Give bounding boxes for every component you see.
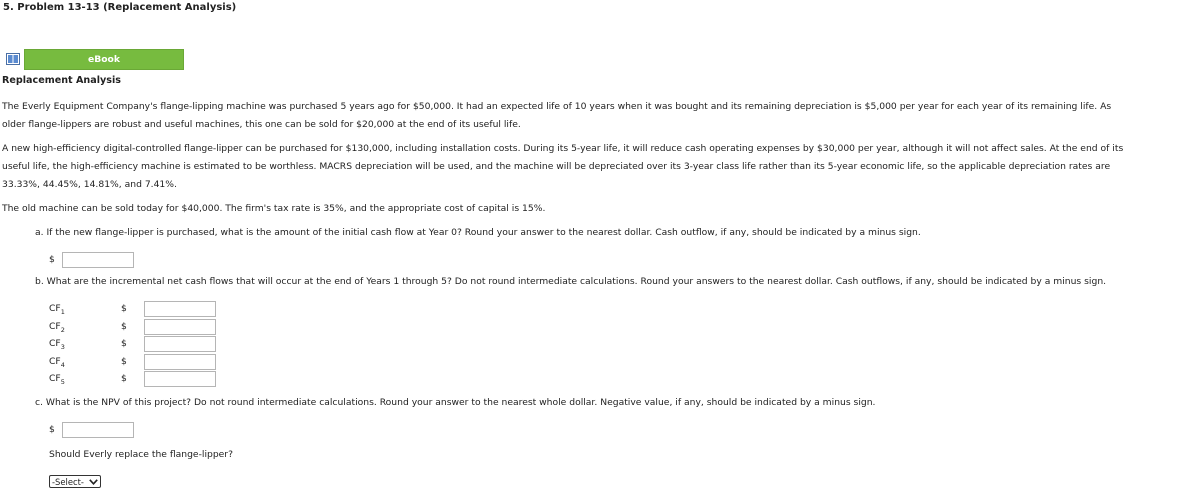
section-title: Replacement Analysis (2, 75, 121, 86)
paragraph-2 (2, 140, 1186, 194)
paragraph-3: The old machine can be sold today for $40,000. The firm's tax rate is 35%, and the appropriate cost of capital is 15%. (2, 203, 546, 214)
replace-select[interactable] (49, 475, 101, 488)
cf1-label: $CF_1$ (49, 303, 65, 316)
npv-input[interactable] (62, 422, 134, 438)
dollar-sign: $ (121, 303, 127, 314)
question-a: a. If the new flange-lipper is purchased, what is the amount of the initial cash flow at Year 0? Round your answer to the nearest dollar. Cash outflow, if any, should be indicated by a minus sign. (35, 227, 921, 238)
cf1-input[interactable] (144, 301, 216, 317)
paragraph-1-line-2: older flange-lippers are robust and useful machines, this one can be sold for $20,000 at the end of its useful life. (2, 119, 521, 130)
paragraph-2-line-1: A new high-efficiency digital-controlled flange-lipper can be purchased for $130,000, including installation costs. During its 5-year life, it will reduce cash operating expenses by $30,000 per year, although it will not affect sales. At the end of its (2, 143, 1124, 154)
dollar-sign: $ (49, 254, 55, 265)
cf4-label: $CF_4$ (49, 356, 65, 369)
question-d: Should Everly replace the flange-lipper? (49, 449, 233, 460)
paragraph-2-line-2: useful life, the high-efficiency machine is estimated to be worthless. MACRS depreciation will be used, and the machine will be depreciated over its 3-year class life rather than its 5-year economic life, so the applicable depreciation rates are (2, 161, 1111, 172)
ebook-icon[interactable] (6, 53, 20, 65)
cf5-label: $CF_5$ (49, 373, 65, 386)
paragraph-2-line-3: 33.33%, 44.45%, 14.81%, and 7.41%. (2, 179, 177, 190)
dollar-sign: $ (49, 424, 55, 435)
dollar-sign: $ (121, 321, 127, 332)
paragraph-1 (2, 98, 1186, 134)
replace-select-value: -Select- (52, 476, 84, 487)
problem-title: 5. Problem 13-13 (Replacement Analysis) (3, 2, 237, 13)
initial-cash-flow-input[interactable] (62, 252, 134, 268)
question-b: b. What are the incremental net cash flows that will occur at the end of Years 1 through 5? Do not round intermediate calculations. Round your answers to the nearest dollar. Cash outflows, if any, should be indicated by a minus sign. (35, 276, 1107, 287)
ebook-button[interactable]: eBook (24, 49, 184, 70)
dollar-sign: $ (121, 338, 127, 349)
cf4-input[interactable] (144, 354, 216, 370)
cf3-label: $CF_3$ (49, 338, 65, 351)
cf5-input[interactable] (144, 371, 216, 387)
cf3-input[interactable] (144, 336, 216, 352)
dollar-sign: $ (121, 373, 127, 384)
paragraph-1-line-1: The Everly Equipment Company's flange-lipping machine was purchased 5 years ago for $50,000. It had an expected life of 10 years when it was bought and its remaining depreciation is $5,000 per year for each year of its remaining life. As (2, 101, 1112, 112)
chevron-down-icon (89, 479, 98, 485)
question-c: c. What is the NPV of this project? Do not round intermediate calculations. Round your answer to the nearest whole dollar. Negative value, if any, should be indicated by a minus sign. (35, 397, 876, 408)
cf2-input[interactable] (144, 319, 216, 335)
cf2-label: $CF_2$ (49, 321, 65, 334)
dollar-sign: $ (121, 356, 127, 367)
